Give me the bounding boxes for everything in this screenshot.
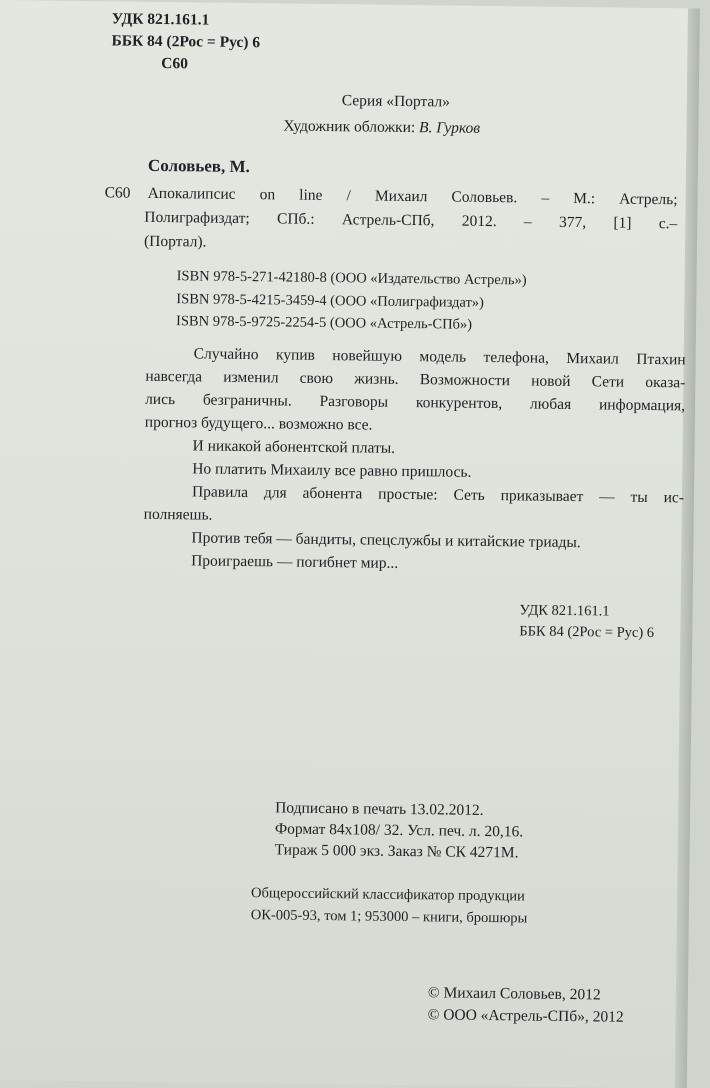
cover-artist-label: Художник обложки: xyxy=(283,117,416,137)
cover-artist-name: В. Гурков xyxy=(418,119,481,137)
annotation-p4-line1: Правила для абонента простые: Сеть приказывает — ты ис- xyxy=(191,483,685,507)
page-edge xyxy=(675,8,700,1088)
biblio-line-1: Апокалипсис on line / Михаил Соловьев. – М.: Астрель; xyxy=(147,184,678,209)
author-heading: Соловьев, М. xyxy=(147,155,250,177)
isbn-line: ISBN 978-5-9725-2254-5 (ООО «Астрель-СПб») xyxy=(175,313,473,333)
header-code: С60 xyxy=(161,54,189,73)
annotation-p5: Против тебя — бандиты, спецслужбы и китайские триады. xyxy=(191,529,581,552)
header-udk: УДК 821.161.1 xyxy=(111,10,210,29)
annotation-p1-line2: навсегда изменил свою жизнь. Возможности новой Сети оказа- xyxy=(145,367,686,392)
copyright-line-1: © Михаил Соловьев, 2012 xyxy=(427,984,601,1004)
show-through xyxy=(389,39,397,71)
annotation-p1-line1: Случайно купив новейшую модель телефона, Михаил Птахин xyxy=(193,345,686,369)
classification-udk: УДК 821.161.1 xyxy=(519,602,610,620)
annotation-p3: Но платить Михаилу все равно пришлось. xyxy=(192,460,472,481)
imprint-print-run: Тираж 5 000 экз. Заказ № СК 4271М. xyxy=(274,841,519,862)
annotation-p1-line4: прогноз будущего... возможно все. xyxy=(144,413,373,434)
header-bbk: ББК 84 (2Рос = Рус) 6 xyxy=(111,32,261,52)
imprint-format: Формат 84х108/ 32. Усл. печ. л. 20,16. xyxy=(274,820,524,841)
annotation-p2: И никакой абонентской платы. xyxy=(192,437,396,457)
series-label: Серия «Портал» xyxy=(341,92,451,111)
show-through xyxy=(437,227,446,261)
annotation-p1-line3: лись безграничны. Разговоры конкурентов, любая информация, xyxy=(145,390,686,415)
annotation-p4-line2: полняешь. xyxy=(143,505,213,524)
okp-line-1: Общероссийский классификатор продукции xyxy=(251,885,525,905)
classification-bbk: ББК 84 (2Рос = Рус) 6 xyxy=(519,623,655,642)
imprint-signed: Подписано в печать 13.02.2012. xyxy=(275,799,484,819)
biblio-code: С60 xyxy=(104,184,131,202)
isbn-line: ISBN 978-5-4215-3459-4 (ООО «Полиграфиздат») xyxy=(176,291,485,311)
okp-line-2: ОК-005-93, том 1; 953000 – книги, брошюры xyxy=(250,907,528,927)
isbn-line: ISBN 978-5-271-42180-8 (ООО «Издательство Астрель») xyxy=(176,268,527,289)
copyright-line-2: © ООО «Астрель-СПб», 2012 xyxy=(427,1006,624,1026)
cover-artist xyxy=(283,116,480,138)
biblio-line-3: (Портал). xyxy=(143,232,207,251)
annotation-p6: Проиграешь — погибнет мир... xyxy=(191,552,399,572)
biblio-line-2: Полиграфиздат; СПб.: Астрель-СПб, 2012. – 377, [1] с.– xyxy=(144,208,678,233)
